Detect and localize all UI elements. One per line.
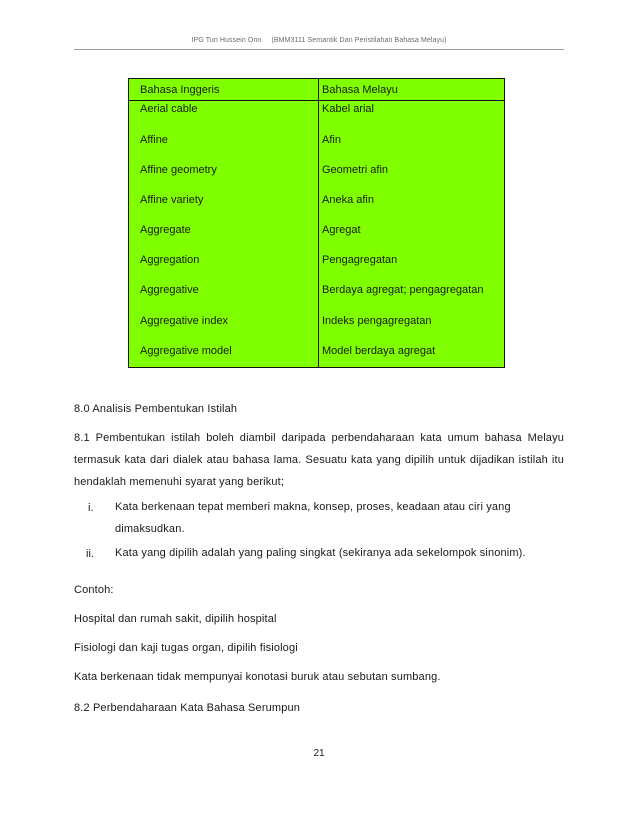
contoh-label: Contoh: xyxy=(74,584,114,596)
running-header xyxy=(0,37,638,44)
term-malay: Pengagregatan xyxy=(322,254,398,266)
page-number: 21 xyxy=(313,748,325,759)
term-malay: Afin xyxy=(322,134,341,146)
term-english: Affine variety xyxy=(140,194,204,206)
section-heading-8-2: 8.2 Perbendaharaan Kata Bahasa Serumpun xyxy=(74,702,301,714)
column-divider xyxy=(318,79,319,367)
glossary-header-row xyxy=(129,79,504,101)
header-institution: IPG Tun Hussein Onn xyxy=(191,37,262,44)
list-item-line: Kata berkenaan tepat memberi makna, konsep, proses, keadaan atau ciri yang xyxy=(115,501,511,513)
term-malay: Agregat xyxy=(322,224,361,236)
example-line: Fisiologi dan kaji tugas organ, dipilih fisiologi xyxy=(74,642,298,654)
term-english: Aggregate xyxy=(140,224,191,236)
list-number: i. xyxy=(88,502,94,514)
term-english: Affine xyxy=(140,134,168,146)
header-course: (BMM3111 Semantik Dan Peristilahan Bahasa Melayu) xyxy=(271,37,447,44)
term-malay: Aneka afin xyxy=(322,194,374,206)
term-malay: Geometri afin xyxy=(322,164,389,176)
term-malay: Indeks pengagregatan xyxy=(322,315,432,327)
term-english: Aerial cable xyxy=(140,103,198,115)
section-heading-8-0: 8.0 Analisis Pembentukan Istilah xyxy=(74,403,238,415)
term-malay: Model berdaya agregat xyxy=(322,345,436,357)
list-item-line: Kata yang dipilih adalah yang paling singkat (sekiranya ada sekelompok sinonim). xyxy=(115,547,526,559)
paragraph-8-1-line3: hendaklah memenuhi syarat yang berikut; xyxy=(74,476,285,488)
term-malay: Berdaya agregat; pengagregatan xyxy=(322,284,484,296)
term-malay: Kabel arial xyxy=(322,103,374,115)
term-english: Aggregative model xyxy=(140,345,232,357)
term-english: Aggregative xyxy=(140,284,199,296)
glossary-table xyxy=(128,78,505,368)
list-item-line: dimaksudkan. xyxy=(115,523,185,535)
header-malay: Bahasa Melayu xyxy=(322,84,398,96)
term-english: Affine geometry xyxy=(140,164,217,176)
header-english: Bahasa Inggeris xyxy=(140,84,220,96)
header-rule xyxy=(74,49,564,50)
list-number: ii. xyxy=(86,548,94,560)
term-english: Aggregative index xyxy=(140,315,229,327)
note-line: Kata berkenaan tidak mempunyai konotasi buruk atau sebutan sumbang. xyxy=(74,671,441,683)
term-english: Aggregation xyxy=(140,254,200,266)
paragraph-8-1-line1: 8.1 Pembentukan istilah boleh diambil daripada perbendaharaan kata umum bahasa Melayu xyxy=(74,432,564,444)
paragraph-8-1-line2: termasuk kata dari dialek atau bahasa lama. Sesuatu kata yang dipilih untuk dijadikan istilah itu xyxy=(74,454,564,466)
example-line: Hospital dan rumah sakit, dipilih hospital xyxy=(74,613,277,625)
